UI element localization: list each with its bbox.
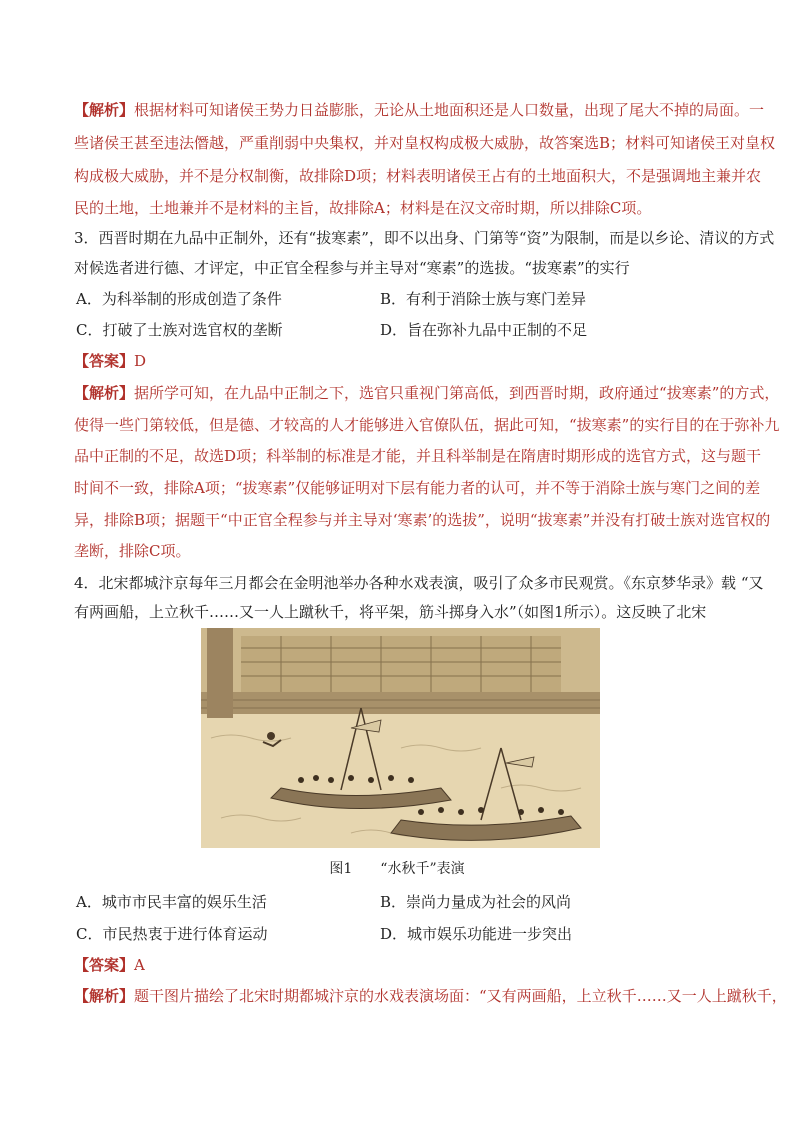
q3-analysis-line-2: 使得一些门第较低，但是德、才较高的人才能够进入官僚队伍，据此可知，“拔寒素”的实行目的在于弥补九 (74, 416, 780, 434)
figure-title: “水秋千”表演 (380, 861, 465, 877)
q3-answer-tag: 【答案】 (74, 352, 135, 370)
q2-analysis-line-1 (74, 100, 765, 120)
q4-answer-value: A (134, 956, 145, 974)
q3-option-a: A．为科举制的形成创造了条件 (76, 290, 282, 308)
q3-analysis-line-4: 时间不一致，排除A项；“拔寒素”仅能够证明对下层有能力者的认可，并不等于消除士族与寒门之间的差 (74, 479, 761, 497)
q2-analysis-tag: 【解析】 (74, 101, 135, 119)
q4-option-b: B．崇尚力量成为社会的风尚 (380, 893, 572, 911)
q4-answer (74, 955, 734, 975)
q3-analysis-line-1 (74, 383, 780, 403)
q4-stem-line-2: 有两画船，上立秋千……又一人上蹴秋千，将平架，筋斗掷身入水”（如图1所示）。这反映了北宋 (74, 603, 707, 621)
q3-option-d: D．旨在弥补九品中正制的不足 (380, 321, 588, 339)
q3-analysis-line-5: 异，排除B项；据题干“中正官全程参与并主导对‘寒素’的选拔”，说明“拔寒素”并没有打破士族对选官权的 (74, 511, 771, 529)
q3-stem-line-1: 3．西晋时期在九品中正制外，还有“拔寒素”，即不以出身、门第等“资”为限制，而是以乡论、清议的方式 (74, 229, 775, 247)
q2-analysis-text-1: 根据材料可知诸侯王势力日益膨胀，无论从土地面积还是人口数量，出现了尾大不掉的局面。一 (134, 101, 765, 119)
q4-option-d: D．城市娱乐功能进一步突出 (380, 925, 573, 943)
q3-analysis-tag: 【解析】 (74, 384, 135, 402)
q3-option-c: C．打破了士族对选官权的垄断 (76, 321, 283, 339)
q2-analysis-line-3: 构成极大威胁，并不是分权制衡，故排除D项；材料表明诸侯王占有的土地面积大，不是强调地主兼并农 (74, 167, 762, 185)
q2-analysis-line-2: 些诸侯王甚至违法僭越，严重削弱中央集权，并对皇权构成极大威胁，故答案选B；材料可知诸侯王对皇权 (74, 134, 776, 152)
q4-answer-tag: 【答案】 (74, 956, 135, 974)
q3-option-b: B．有利于消除士族与寒门差异 (380, 290, 587, 308)
water-swing-painting (201, 628, 600, 848)
figure-caption (0, 859, 794, 879)
q2-analysis-line-4: 民的土地，土地兼并不是材料的主旨，故排除A；材料是在汉文帝时期，所以排除C项。 (74, 199, 652, 217)
q3-analysis-line-6: 垄断，排除C项。 (74, 542, 191, 560)
painting-illustration (201, 628, 600, 848)
q4-option-c: C．市民热衷于进行体育运动 (76, 925, 268, 943)
q4-analysis-tag: 【解析】 (74, 987, 135, 1005)
q4-option-a: A．城市市民丰富的娱乐生活 (76, 893, 267, 911)
figure-number: 图1 (329, 861, 353, 877)
q4-stem-line-1: 4．北宋都城汴京每年三月都会在金明池举办各种水戏表演，吸引了众多市民观赏。《东京梦华录》载 “又 (74, 574, 764, 592)
q4-analysis-line-1 (74, 986, 787, 1006)
q3-analysis-line-3: 品中正制的不足，故选D项；科举制的标准是才能，并且科举制是在隋唐时期形成的选官方式，这与题干 (74, 447, 762, 465)
q3-analysis-text-1: 据所学可知，在九品中正制之下，选官只重视门第高低，到西晋时期，政府通过“拔寒素”的方式， (134, 384, 780, 402)
q3-stem-line-2: 对候选者进行德、才评定，中正官全程参与并主导对“寒素”的选拔。“拔寒素”的实行 (74, 259, 630, 277)
q4-analysis-text-1: 题干图片描绘了北宋时期都城汴京的水戏表演场面：“又有两画船，上立秋千……又一人上蹴秋千， (134, 987, 787, 1005)
q3-answer (74, 351, 734, 371)
q3-answer-value: D (134, 352, 147, 370)
